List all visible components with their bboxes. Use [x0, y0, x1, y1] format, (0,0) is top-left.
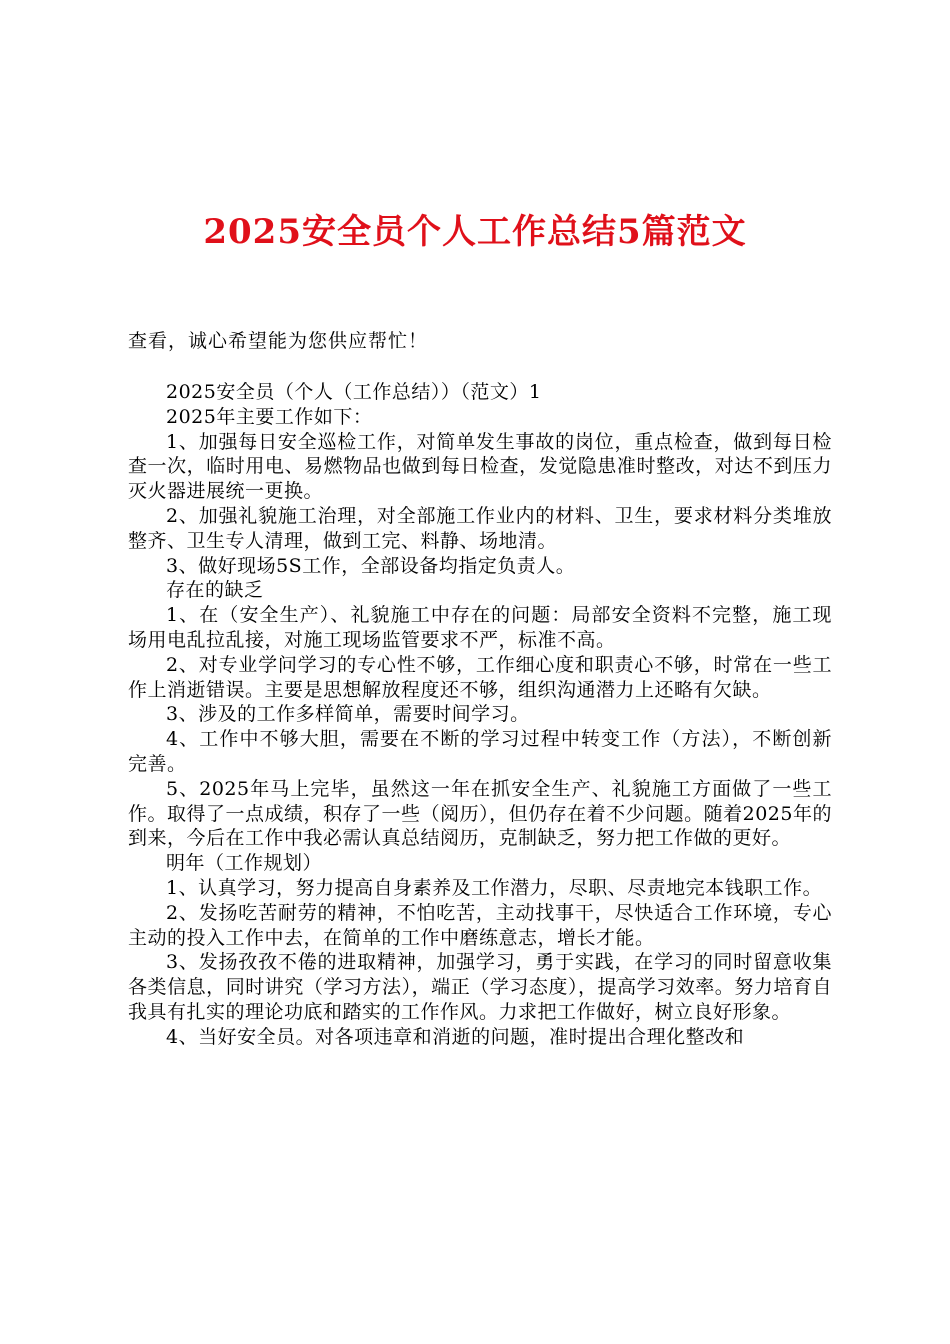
- intro-text: 查看，诚心希望能为您供应帮忙！: [128, 330, 429, 352]
- section-heading: 明年（工作规划）: [166, 852, 323, 875]
- body-paragraph: 1、认真学习，努力提高自身素养及工作潜力，尽职、尽责地完本钱职工作。: [166, 876, 823, 899]
- body-paragraph: 1、在（安全生产）、礼貌施工中存在的问题：局部安全资料不完整，施工现场用电乱拉乱接，对施工现场监管要求不严，标准不高。: [128, 604, 832, 651]
- section-heading: 存在的缺乏: [166, 579, 264, 602]
- body-paragraph: 4、工作中不够大胆，需要在不断的学习过程中转变工作（方法），不断创新完善。: [128, 728, 832, 775]
- document-body: [128, 380, 832, 1050]
- body-paragraph: 3、做好现场5S工作，全部设备均指定负责人。: [166, 554, 576, 577]
- body-paragraph: 1、加强每日安全巡检工作，对简单发生事故的岗位，重点检查，做到每日检查一次，临时用电、易燃物品也做到每日检查，发觉隐患准时整改，对达不到压力灭火器进展统一更换。: [128, 430, 832, 503]
- section-heading: 2025安全员（个人（工作总结））（范文）1: [166, 381, 542, 403]
- body-paragraph: 3、发扬孜孜不倦的进取精神，加强学习，勇于实践，在学习的同时留意收集各类信息，同时讲究（学习方法），端正（学习态度），提高学习效率。努力培育自我具有扎实的理论功底和踏实的工作作风。力求把工作做好，树立良好形象。: [128, 951, 832, 1023]
- body-paragraph: 3、涉及的工作多样简单，需要时间学习。: [166, 703, 530, 726]
- body-paragraph: 5、2025年马上完毕，虽然这一年在抓安全生产、礼貌施工方面做了一些工作。取得了一点成绩，积存了一些（阅历），但仍存在着不少问题。随着2025年的到来，今后在工作中我必需认真总结阅历，克制缺乏，努力把工作做的更好。: [128, 777, 832, 850]
- body-paragraph: 2、对专业学问学习的专心性不够，工作细心度和职责心不够，时常在一些工作上消逝错误。主要是思想解放程度还不够，组织沟通潜力上还略有欠缺。: [128, 653, 832, 701]
- body-paragraph: 4、当好安全员。对各项违章和消逝的问题，准时提出合理化整改和: [166, 1025, 745, 1048]
- body-paragraph: 2、加强礼貌施工治理，对全部施工作业内的材料、卫生，要求材料分类堆放整齐、卫生专人清理，做到工完、料静、场地清。: [128, 504, 832, 552]
- body-paragraph: 2、发扬吃苦耐劳的精神，不怕吃苦，主动找事干，尽快适合工作环境，专心主动的投入工作中去，在简单的工作中磨练意志，增长才能。: [128, 901, 832, 949]
- section-heading: 2025年主要工作如下：: [166, 405, 373, 428]
- document-title: 2025安全员个人工作总结5篇范文: [203, 212, 747, 252]
